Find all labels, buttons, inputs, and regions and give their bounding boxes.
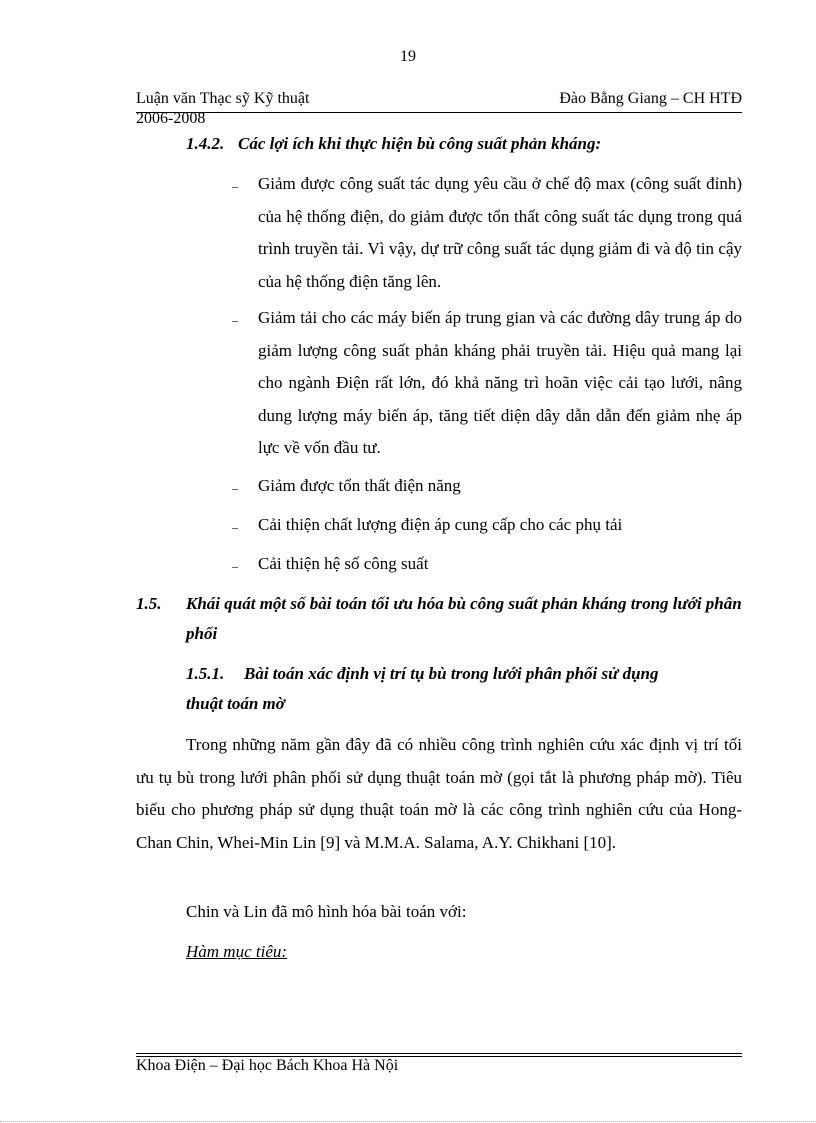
header-thesis-title: Luận văn Thạc sỹ Kỹ thuật — [136, 90, 310, 107]
list-item — [232, 548, 742, 581]
objective-function-label: Hàm mục tiêu: — [186, 942, 288, 961]
list-item-text: Giảm tải cho các máy biến áp trung gian và các đường dây trung áp do giảm lượng công suất phản kháng phải truyền tải. Hiệu quả mang lại cho ngành Điện rất lớn, đó khả năng trì hoãn việc cải tạo lưới, nâng dung lượng máy biến áp, tăng tiết diện dây dẫn dẫn đến giảm nhẹ áp lực về vốn đầu tư. — [258, 308, 742, 457]
footer-divider-top — [136, 1053, 742, 1054]
section-title-line-2: thuật toán mờ — [186, 694, 285, 713]
list-item-text: Cải thiện hệ số công suất — [258, 554, 429, 573]
bullet-dash-icon: – — [232, 313, 238, 327]
section-number: 1.5.1. — [186, 664, 225, 683]
list-item-text: Giảm được tổn thất điện năng — [258, 476, 461, 495]
list-item-text: Giảm được công suất tác dụng yêu cầu ở chế độ max (công suất đỉnh) của hệ thống điện, do giảm được tổn thất công suất tác dụng trong quá trình truyền tải. Vì vậy, dự trữ công suất tác dụng giảm đi và độ tin cậy của hệ thống điện tăng lên. — [258, 174, 742, 291]
header-year: 2006-2008 — [136, 110, 206, 127]
bullet-dash-icon: – — [232, 481, 238, 495]
page-edge-dotted-line — [0, 1121, 816, 1122]
section-title-line-1: Bài toán xác định vị trí tụ bù trong lưới phân phối sử dụng — [244, 664, 659, 683]
list-item — [232, 470, 742, 503]
section-1-5-1-heading — [186, 659, 742, 719]
section-1-5-heading — [136, 589, 742, 649]
header-divider — [136, 112, 742, 113]
list-item-text: Cải thiện chất lượng điện áp cung cấp cho các phụ tải — [258, 515, 623, 534]
list-item — [232, 302, 742, 465]
section-1-4-2-heading — [186, 134, 601, 154]
list-item — [232, 168, 742, 298]
page-footer: Khoa Điện – Đại học Bách Khoa Hà Nội — [136, 1057, 399, 1074]
bullet-dash-icon: – — [232, 179, 238, 193]
section-number: 1.5. — [136, 594, 162, 613]
list-item — [232, 509, 742, 542]
page-number: 19 — [400, 48, 416, 65]
section-number: 1.4.2. — [186, 134, 225, 153]
header-author: Đào Bằng Giang – CH HTĐ — [559, 90, 742, 107]
bullet-dash-icon: – — [232, 520, 238, 534]
section-title: Khái quát một số bài toán tối ưu hóa bù công suất phản kháng trong lưới phân phối — [186, 594, 742, 643]
section-title: Các lợi ích khi thực hiện bù công suất phản kháng: — [238, 134, 602, 153]
chin-lin-sentence: Chin và Lin đã mô hình hóa bài toán với: — [186, 902, 467, 921]
body-paragraph: Trong những năm gần đây đã có nhiều công trình nghiên cứu xác định vị trí tối ưu tụ bù trong lưới phân phối sử dụng thuật toán mờ (gọi tắt là phương pháp mờ). Tiêu biểu cho phương pháp sử dụng thuật toán mờ là các công trình nghiên cứu của Hong-Chan Chin, Whei-Min Lin [9] và M.M.A. Salama, A.Y. Chikhani [10]. — [136, 735, 742, 852]
page-header — [136, 90, 742, 108]
bullet-dash-icon: – — [232, 559, 238, 573]
